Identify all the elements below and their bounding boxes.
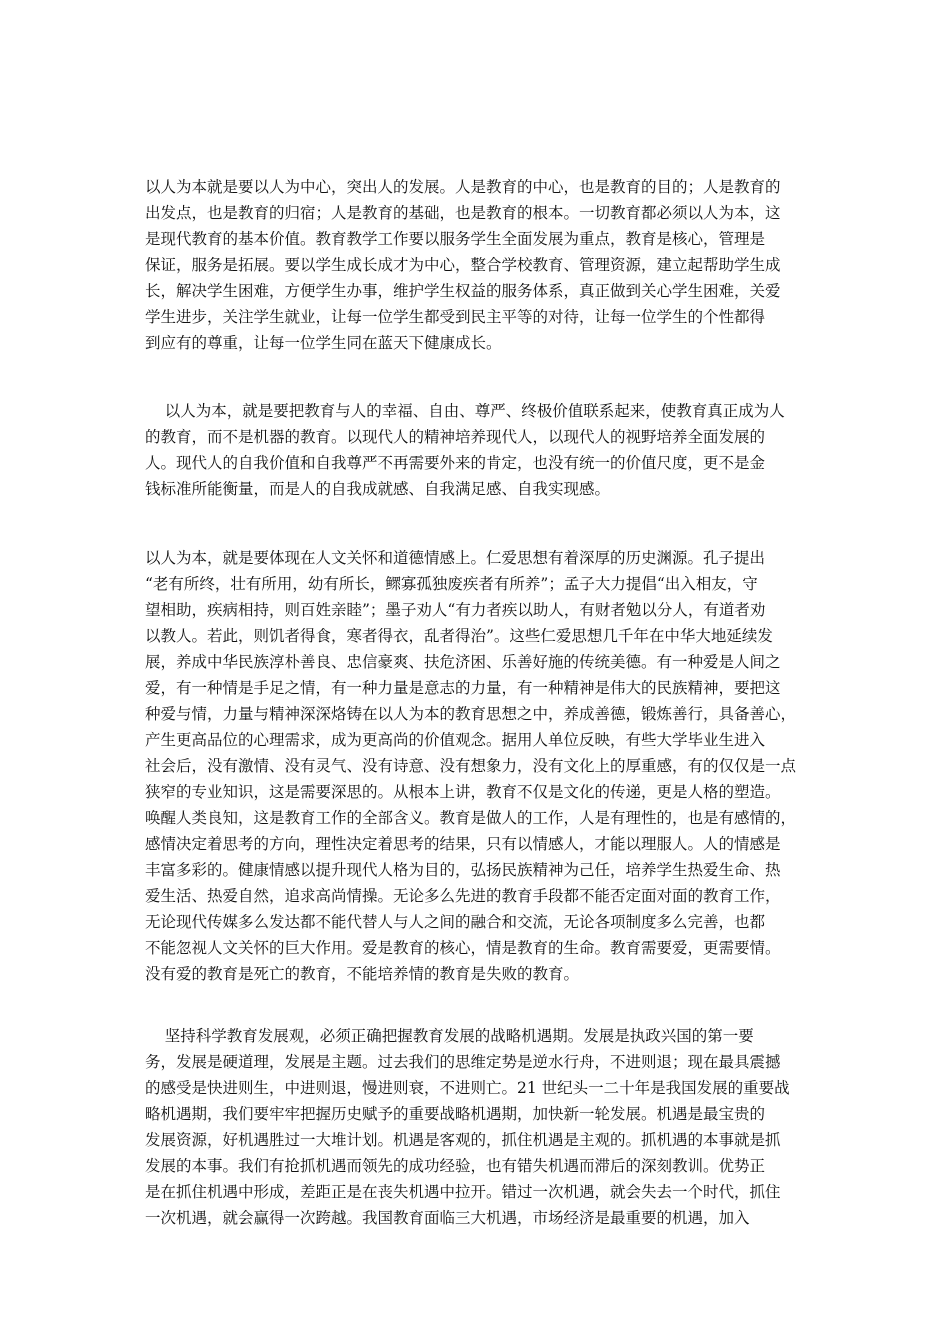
text-line: 是现代教育的基本价值。教育教学工作要以服务学生全面发展为重点，教育是核心，管理是 (145, 230, 766, 248)
text-line: 是在抓住机遇中形成，差距正是在丧失机遇中拉开。错过一次机遇，就会失去一个时代，抓住 (145, 1183, 781, 1201)
paragraph-education-values (145, 398, 785, 502)
text-line: 没有爱的教育是死亡的教育，不能培养情的教育是失败的教育。 (145, 965, 580, 983)
text-line: 的教育，而不是机器的教育。以现代人的精神培养现代人，以现代人的视野培养全面发展的 (145, 428, 766, 446)
text-line: 狭窄的专业知识，这是需要深思的。从根本上讲，教育不仅是文化的传递，更是人格的塑造。 (145, 783, 781, 801)
text-line: 略机遇期，我们要牢牢把握历史赋予的重要战略机遇期，加快新一轮发展。机遇是最宝贵的 (145, 1105, 766, 1123)
text-line: 到应有的尊重，让每一位学生同在蓝天下健康成长。 (145, 334, 502, 352)
text-line: 坚持科学教育发展观，必须正确把握教育发展的战略机遇期。发展是执政兴国的第一要 (145, 1027, 754, 1045)
text-line: 种爱与情，力量与精神深深烙铸在以人为本的教育思想之中，养成善德，锻炼善行，具备善心， (145, 705, 797, 723)
text-line: 展，养成中华民族淳朴善良、忠信豪爽、扶危济困、乐善好施的传统美德。有一种爱是人间之 (145, 653, 781, 671)
text-line: 一次机遇，就会赢得一次跨越。我国教育面临三大机遇，市场经济是最重要的机遇，加入 (145, 1209, 750, 1227)
text-line: 唤醒人类良知，这是教育工作的全部含义。教育是做人的工作，人是有理性的，也是有感情的， (145, 809, 797, 827)
text-line: 钱标准所能衡量，而是人的自我成就感、自我满足感、自我实现感。 (145, 480, 611, 498)
paragraph-people-centered (145, 174, 781, 356)
text-line: 产生更高品位的心理需求，成为更高尚的价值观念。据用人单位反映，有些大学毕业生进入 (145, 731, 766, 749)
text-line: 的感受是快进则生，中进则退，慢进则衰，不进则亡。21 世纪头一二十年是我国发展的重要战 (145, 1079, 790, 1097)
text-line: 发展的本事。我们有抢抓机遇而领先的成功经验，也有错失机遇而滞后的深刻教训。优势正 (145, 1157, 766, 1175)
text-line: “老有所终，壮有所用，幼有所长，鳏寡孤独废疾者有所养”；孟子大力提倡“出入相友，守 (145, 575, 758, 593)
text-line: 丰富多彩的。健康情感以提升现代人格为目的，弘扬民族精神为己任，培养学生热爱生命、热 (145, 861, 781, 879)
text-line: 发展资源，好机遇胜过一大堆计划。机遇是客观的，抓住机遇是主观的。抓机遇的本事就是抓 (145, 1131, 781, 1149)
text-line: 以教人。若此，则饥者得食，寒者得衣，乱者得治”。这些仁爱思想几千年在中华大地延续发 (145, 627, 773, 645)
text-line: 以人为本，就是要体现在人文关怀和道德情感上。仁爱思想有着深厚的历史渊源。孔子提出 (145, 549, 766, 567)
text-line: 以人为本，就是要把教育与人的幸福、自由、尊严、终极价值联系起来，使教育真正成为人 (145, 402, 785, 420)
text-line: 学生进步，关注学生就业，让每一位学生都受到民主平等的对待，让每一位学生的个性都得 (145, 308, 766, 326)
text-line: 爱，有一种情是手足之情，有一种力量是意志的力量，有一种精神是伟大的民族精神，要把这 (145, 679, 781, 697)
paragraph-strategic-opportunity (145, 1023, 790, 1231)
text-line: 以人为本就是要以人为中心，突出人的发展。人是教育的中心，也是教育的目的；人是教育的 (145, 178, 781, 196)
text-line: 望相助，疾病相持，则百姓亲睦”；墨子劝人“有力者疾以助人，有财者勉以分人，有道者劝 (145, 601, 766, 619)
text-line: 感情决定着思考的方向，理性决定着思考的结果，只有以情感人，才能以理服人。人的情感是 (145, 835, 781, 853)
text-line: 保证，服务是拓展。要以学生成长成才为中心，整合学校教育、管理资源，建立起帮助学生成 (145, 256, 781, 274)
paragraph-humanistic-care (145, 545, 796, 987)
text-line: 爱生活、热爱自然，追求高尚情操。无论多么先进的教育手段都不能否定面对面的教育工作， (145, 887, 781, 905)
text-line: 务，发展是硬道理，发展是主题。过去我们的思维定势是逆水行舟，不进则退；现在最具震撼 (145, 1053, 781, 1071)
text-line: 不能忽视人文关怀的巨大作用。爱是教育的核心，情是教育的生命。教育需要爱，更需要情。 (145, 939, 781, 957)
text-line: 无论现代传媒多么发达都不能代替人与人之间的融合和交流，无论各项制度多么完善，也都 (145, 913, 766, 931)
text-line: 人。现代人的自我价值和自我尊严不再需要外来的肯定，也没有统一的价值尺度，更不是金 (145, 454, 766, 472)
text-line: 出发点，也是教育的归宿；人是教育的基础，也是教育的根本。一切教育都必须以人为本，这 (145, 204, 781, 222)
text-line: 社会后，没有激情、没有灵气、没有诗意、没有想象力，没有文化上的厚重感，有的仅仅是一点 (145, 757, 797, 775)
text-line: 长，解决学生困难，方便学生办事，维护学生权益的服务体系，真正做到关心学生困难，关爱 (145, 282, 781, 300)
